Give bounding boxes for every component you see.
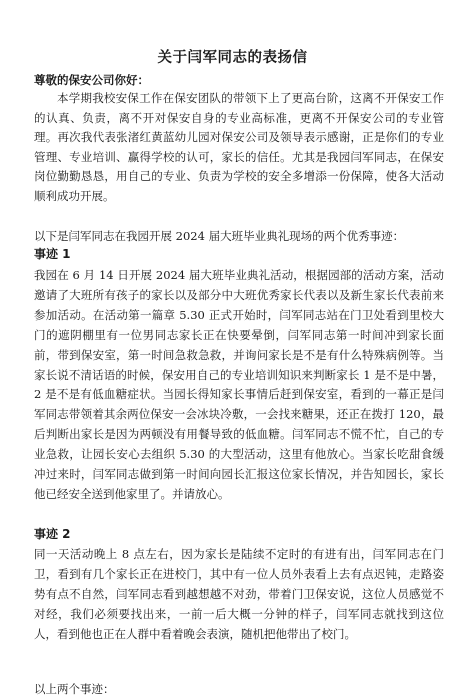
- salutation: 尊敬的保安公司你好：: [34, 73, 149, 87]
- events-lead: 以下是闫军同志在我园开展 2024 届大班毕业典礼现场的两个优秀事迹：: [34, 229, 405, 243]
- event-2-body: 同一天活动晚上 8 点左右，因为家长是陆续不定时的有进有出，闫军同志在门卫，看到有几个家长正在进校门，其中有一位人员外表看上去有点迟钝，走路姿势有点不自然，闫军同志看到越想越不对劲，带着门卫保安说，这位人员感觉不对经，我们必须要找出来，一前一后大概一分钟的样子，闫军同志就找到这位人，看到他也正在人群中看着晚会表演，随机把他带出了校门。: [34, 547, 444, 641]
- event-1-body: 我园在 6 月 14 日开展 2024 届大班毕业典礼活动，根据园部的活动方案，活动邀请了大班所有孩子的家长以及部分中大班优秀家长代表以及新生家长代表前来参加活动。在活动第一篇章 5.30 正式开始时，闫军同志站在门卫处看到里校大门的遮阴棚里有一位男同志家长正在快要晕倒，闫军同志第一时间冲到家长面前，带到保安室，第一时间急救急救，并询问家长是不是有什么特殊病例等。当家长说不清话语的时候，保安用自己的专业培训知识来判断家长 1 是不是中暑，2 是不是有低血糖症状。当园长得知家长事情后赶到保安室，看到的一幕正是闫军同志带领着其余两位保安一会冰块冷敷，一会找来糖果，还正在拨打 120，最后判断出家长是因为两顿没有用餐导致的低血糖。闫军同志不慌不忙，自己的专业急救，让园长安心去组织 5.30 的大型活动，这里有他放心。当家长吃甜食缓冲过来时，闫军同志做到第一时间向园长汇报这位家长情况，并告知园长，家长他已经安全送到他家里了。并请放心。: [34, 268, 444, 501]
- event-2-heading: 事迹 2: [34, 527, 71, 541]
- letter-title: 关于闫军同志的表扬信: [157, 50, 308, 66]
- event-1-heading: 事迹 1: [34, 247, 71, 261]
- intro-paragraph: 本学期我校安保工作在保安团队的带领下上了更高台阶，这离不开保安工作的认真、负责，离不开对保安自身的专业高标准，更离不开保安公司的专业管理。再次我代表张渚红黄蓝幼儿园对保安公司及领导表示感谢，正是你们的专业管理、专业培训、赢得学校的认可，家长的信任。尤其是我园闫军同志，在保安岗位勤勤恳恳，用自己的专业、负责为学校的安全多增添一份保障，使各大活动顺利成功开展。: [34, 91, 444, 203]
- closing-line: 以上两个事迹：: [34, 682, 115, 696]
